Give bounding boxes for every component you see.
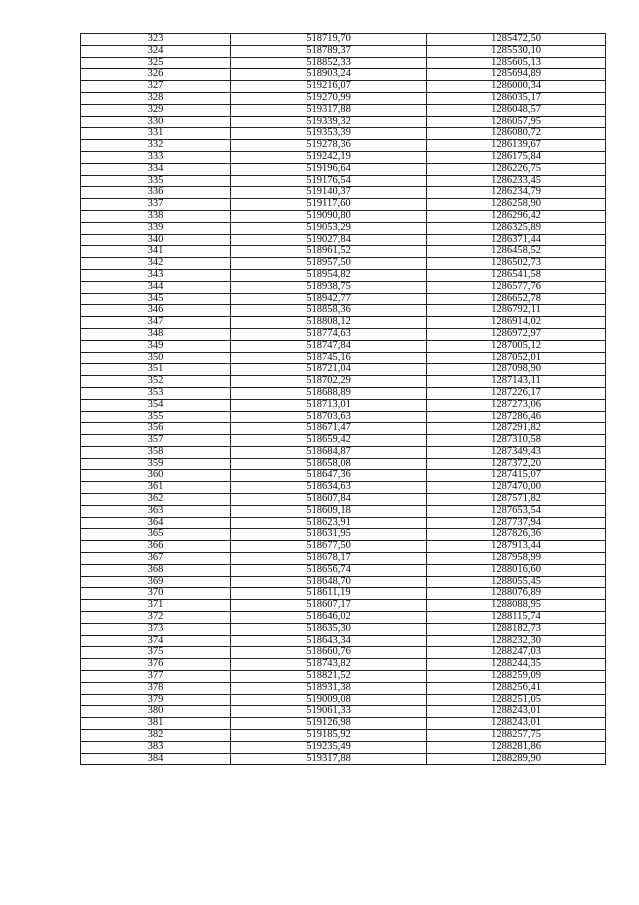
x-coordinate-cell: 518643,34 bbox=[231, 635, 427, 647]
table-row bbox=[81, 352, 606, 364]
table-row bbox=[81, 600, 606, 612]
point-number-cell: 340 bbox=[81, 234, 231, 246]
table-row bbox=[81, 69, 606, 81]
y-coordinate-cell: 1286972,97 bbox=[427, 328, 606, 340]
table-row bbox=[81, 682, 606, 694]
y-coordinate-cell: 1287653,54 bbox=[427, 505, 606, 517]
table-row bbox=[81, 718, 606, 730]
x-coordinate-cell: 518903,24 bbox=[231, 69, 427, 81]
table-row bbox=[81, 529, 606, 541]
point-number-cell: 351 bbox=[81, 364, 231, 376]
x-coordinate-cell: 519126,98 bbox=[231, 718, 427, 730]
table-row bbox=[81, 730, 606, 742]
x-coordinate-cell: 519216,07 bbox=[231, 81, 427, 93]
table-row bbox=[81, 81, 606, 93]
point-number-cell: 350 bbox=[81, 352, 231, 364]
table-row bbox=[81, 494, 606, 506]
table-row bbox=[81, 116, 606, 128]
point-number-cell: 363 bbox=[81, 505, 231, 517]
table-row bbox=[81, 293, 606, 305]
point-number-cell: 345 bbox=[81, 293, 231, 305]
point-number-cell: 356 bbox=[81, 423, 231, 435]
table-row bbox=[81, 163, 606, 175]
y-coordinate-cell: 1287143,11 bbox=[427, 376, 606, 388]
x-coordinate-cell: 518660,76 bbox=[231, 647, 427, 659]
y-coordinate-cell: 1288232,30 bbox=[427, 635, 606, 647]
y-coordinate-cell: 1287826,36 bbox=[427, 529, 606, 541]
table-row bbox=[81, 246, 606, 258]
table-row bbox=[81, 623, 606, 635]
y-coordinate-cell: 1286914,02 bbox=[427, 317, 606, 329]
table-row bbox=[81, 340, 606, 352]
table-row bbox=[81, 470, 606, 482]
x-coordinate-cell: 518961,52 bbox=[231, 246, 427, 258]
y-coordinate-cell: 1287470,00 bbox=[427, 482, 606, 494]
y-coordinate-cell: 1287226,17 bbox=[427, 387, 606, 399]
y-coordinate-cell: 1288243,01 bbox=[427, 706, 606, 718]
point-number-cell: 379 bbox=[81, 694, 231, 706]
y-coordinate-cell: 1288055,45 bbox=[427, 576, 606, 588]
x-coordinate-cell: 518635,30 bbox=[231, 623, 427, 635]
table-row bbox=[81, 234, 606, 246]
table-row bbox=[81, 423, 606, 435]
table-row bbox=[81, 612, 606, 624]
x-coordinate-cell: 518942,77 bbox=[231, 293, 427, 305]
y-coordinate-cell: 1287415,07 bbox=[427, 470, 606, 482]
x-coordinate-cell: 519027,84 bbox=[231, 234, 427, 246]
point-number-cell: 355 bbox=[81, 411, 231, 423]
y-coordinate-cell: 1286000,34 bbox=[427, 81, 606, 93]
y-coordinate-cell: 1287005,12 bbox=[427, 340, 606, 352]
point-number-cell: 378 bbox=[81, 682, 231, 694]
table-row bbox=[81, 517, 606, 529]
table-row bbox=[81, 222, 606, 234]
x-coordinate-cell: 518648,70 bbox=[231, 576, 427, 588]
table-row bbox=[81, 281, 606, 293]
y-coordinate-cell: 1288115,74 bbox=[427, 612, 606, 624]
y-coordinate-cell: 1288016,60 bbox=[427, 564, 606, 576]
x-coordinate-cell: 518808,12 bbox=[231, 317, 427, 329]
table-row bbox=[81, 741, 606, 753]
point-number-cell: 370 bbox=[81, 588, 231, 600]
y-coordinate-cell: 1286048,57 bbox=[427, 104, 606, 116]
y-coordinate-cell: 1286233,45 bbox=[427, 175, 606, 187]
x-coordinate-cell: 518703,63 bbox=[231, 411, 427, 423]
x-coordinate-cell: 518931,38 bbox=[231, 682, 427, 694]
table-row bbox=[81, 694, 606, 706]
table-row bbox=[81, 564, 606, 576]
table-row bbox=[81, 128, 606, 140]
point-number-cell: 382 bbox=[81, 730, 231, 742]
x-coordinate-cell: 519242,19 bbox=[231, 151, 427, 163]
table-row bbox=[81, 34, 606, 46]
point-number-cell: 372 bbox=[81, 612, 231, 624]
y-coordinate-cell: 1286577,76 bbox=[427, 281, 606, 293]
point-number-cell: 326 bbox=[81, 69, 231, 81]
y-coordinate-cell: 1288247,03 bbox=[427, 647, 606, 659]
point-number-cell: 342 bbox=[81, 258, 231, 270]
y-coordinate-cell: 1287737,94 bbox=[427, 517, 606, 529]
point-number-cell: 369 bbox=[81, 576, 231, 588]
point-number-cell: 330 bbox=[81, 116, 231, 128]
y-coordinate-cell: 1287273,06 bbox=[427, 399, 606, 411]
point-number-cell: 323 bbox=[81, 34, 231, 46]
point-number-cell: 341 bbox=[81, 246, 231, 258]
y-coordinate-cell: 1285530,10 bbox=[427, 45, 606, 57]
point-number-cell: 375 bbox=[81, 647, 231, 659]
x-coordinate-cell: 518678,17 bbox=[231, 553, 427, 565]
y-coordinate-cell: 1286080,72 bbox=[427, 128, 606, 140]
point-number-cell: 353 bbox=[81, 387, 231, 399]
point-number-cell: 384 bbox=[81, 753, 231, 765]
point-number-cell: 366 bbox=[81, 541, 231, 553]
x-coordinate-cell: 518607,84 bbox=[231, 494, 427, 506]
table-row bbox=[81, 45, 606, 57]
table-row bbox=[81, 647, 606, 659]
table-row bbox=[81, 399, 606, 411]
x-coordinate-cell: 519176,54 bbox=[231, 175, 427, 187]
point-number-cell: 331 bbox=[81, 128, 231, 140]
x-coordinate-cell: 518688,89 bbox=[231, 387, 427, 399]
point-number-cell: 344 bbox=[81, 281, 231, 293]
table-row bbox=[81, 57, 606, 69]
point-number-cell: 376 bbox=[81, 659, 231, 671]
y-coordinate-cell: 1287310,58 bbox=[427, 435, 606, 447]
table-row bbox=[81, 588, 606, 600]
y-coordinate-cell: 1286139,67 bbox=[427, 140, 606, 152]
y-coordinate-cell: 1286296,42 bbox=[427, 210, 606, 222]
y-coordinate-cell: 1286258,90 bbox=[427, 199, 606, 211]
table-row bbox=[81, 151, 606, 163]
x-coordinate-cell: 518821,52 bbox=[231, 671, 427, 683]
point-number-cell: 373 bbox=[81, 623, 231, 635]
x-coordinate-cell: 518745,16 bbox=[231, 352, 427, 364]
x-coordinate-cell: 519353,39 bbox=[231, 128, 427, 140]
x-coordinate-cell: 518852,33 bbox=[231, 57, 427, 69]
x-coordinate-cell: 518677,50 bbox=[231, 541, 427, 553]
point-number-cell: 332 bbox=[81, 140, 231, 152]
table-row bbox=[81, 541, 606, 553]
x-coordinate-cell: 518938,75 bbox=[231, 281, 427, 293]
x-coordinate-cell: 519117,60 bbox=[231, 199, 427, 211]
point-number-cell: 348 bbox=[81, 328, 231, 340]
point-number-cell: 371 bbox=[81, 600, 231, 612]
x-coordinate-cell: 518659,42 bbox=[231, 435, 427, 447]
point-number-cell: 357 bbox=[81, 435, 231, 447]
table-row bbox=[81, 458, 606, 470]
point-number-cell: 349 bbox=[81, 340, 231, 352]
table-row bbox=[81, 446, 606, 458]
y-coordinate-cell: 1288251,05 bbox=[427, 694, 606, 706]
coordinates-table bbox=[80, 33, 606, 765]
y-coordinate-cell: 1286458,52 bbox=[427, 246, 606, 258]
x-coordinate-cell: 519009,08 bbox=[231, 694, 427, 706]
table-row bbox=[81, 210, 606, 222]
table-row bbox=[81, 140, 606, 152]
point-number-cell: 329 bbox=[81, 104, 231, 116]
table-row bbox=[81, 753, 606, 765]
y-coordinate-cell: 1288259,09 bbox=[427, 671, 606, 683]
y-coordinate-cell: 1286057,95 bbox=[427, 116, 606, 128]
x-coordinate-cell: 518658,08 bbox=[231, 458, 427, 470]
x-coordinate-cell: 518656,74 bbox=[231, 564, 427, 576]
x-coordinate-cell: 518713,01 bbox=[231, 399, 427, 411]
y-coordinate-cell: 1285472,50 bbox=[427, 34, 606, 46]
table-row bbox=[81, 635, 606, 647]
point-number-cell: 374 bbox=[81, 635, 231, 647]
y-coordinate-cell: 1285694,89 bbox=[427, 69, 606, 81]
point-number-cell: 381 bbox=[81, 718, 231, 730]
coordinates-table-body bbox=[81, 34, 606, 765]
table-row bbox=[81, 317, 606, 329]
y-coordinate-cell: 1288244,35 bbox=[427, 659, 606, 671]
table-row bbox=[81, 104, 606, 116]
x-coordinate-cell: 518858,36 bbox=[231, 305, 427, 317]
y-coordinate-cell: 1286325,89 bbox=[427, 222, 606, 234]
table-row bbox=[81, 387, 606, 399]
x-coordinate-cell: 519196,64 bbox=[231, 163, 427, 175]
x-coordinate-cell: 519235,49 bbox=[231, 741, 427, 753]
x-coordinate-cell: 518634,63 bbox=[231, 482, 427, 494]
point-number-cell: 327 bbox=[81, 81, 231, 93]
y-coordinate-cell: 1286652,78 bbox=[427, 293, 606, 305]
x-coordinate-cell: 519317,88 bbox=[231, 104, 427, 116]
y-coordinate-cell: 1286175,84 bbox=[427, 151, 606, 163]
point-number-cell: 324 bbox=[81, 45, 231, 57]
point-number-cell: 365 bbox=[81, 529, 231, 541]
y-coordinate-cell: 1286371,44 bbox=[427, 234, 606, 246]
y-coordinate-cell: 1288281,86 bbox=[427, 741, 606, 753]
point-number-cell: 347 bbox=[81, 317, 231, 329]
y-coordinate-cell: 1288289,90 bbox=[427, 753, 606, 765]
y-coordinate-cell: 1286035,17 bbox=[427, 92, 606, 104]
x-coordinate-cell: 518647,36 bbox=[231, 470, 427, 482]
point-number-cell: 360 bbox=[81, 470, 231, 482]
point-number-cell: 328 bbox=[81, 92, 231, 104]
y-coordinate-cell: 1287052,01 bbox=[427, 352, 606, 364]
point-number-cell: 336 bbox=[81, 187, 231, 199]
x-coordinate-cell: 519053,29 bbox=[231, 222, 427, 234]
point-number-cell: 364 bbox=[81, 517, 231, 529]
point-number-cell: 352 bbox=[81, 376, 231, 388]
y-coordinate-cell: 1287349,43 bbox=[427, 446, 606, 458]
x-coordinate-cell: 518774,63 bbox=[231, 328, 427, 340]
point-number-cell: 334 bbox=[81, 163, 231, 175]
point-number-cell: 338 bbox=[81, 210, 231, 222]
table-row bbox=[81, 505, 606, 517]
x-coordinate-cell: 519090,80 bbox=[231, 210, 427, 222]
point-number-cell: 337 bbox=[81, 199, 231, 211]
point-number-cell: 368 bbox=[81, 564, 231, 576]
y-coordinate-cell: 1288243,01 bbox=[427, 718, 606, 730]
x-coordinate-cell: 518631,95 bbox=[231, 529, 427, 541]
point-number-cell: 333 bbox=[81, 151, 231, 163]
point-number-cell: 361 bbox=[81, 482, 231, 494]
x-coordinate-cell: 518607,17 bbox=[231, 600, 427, 612]
y-coordinate-cell: 1287571,82 bbox=[427, 494, 606, 506]
x-coordinate-cell: 519140,37 bbox=[231, 187, 427, 199]
table-row bbox=[81, 553, 606, 565]
table-row bbox=[81, 435, 606, 447]
y-coordinate-cell: 1288088,95 bbox=[427, 600, 606, 612]
x-coordinate-cell: 519061,33 bbox=[231, 706, 427, 718]
y-coordinate-cell: 1286234,79 bbox=[427, 187, 606, 199]
table-row bbox=[81, 706, 606, 718]
table-row bbox=[81, 659, 606, 671]
x-coordinate-cell: 518957,50 bbox=[231, 258, 427, 270]
y-coordinate-cell: 1287958,99 bbox=[427, 553, 606, 565]
table-row bbox=[81, 328, 606, 340]
table-row bbox=[81, 92, 606, 104]
table-row bbox=[81, 364, 606, 376]
y-coordinate-cell: 1286792,11 bbox=[427, 305, 606, 317]
table-row bbox=[81, 411, 606, 423]
y-coordinate-cell: 1286226,75 bbox=[427, 163, 606, 175]
point-number-cell: 377 bbox=[81, 671, 231, 683]
table-row bbox=[81, 376, 606, 388]
y-coordinate-cell: 1286502,73 bbox=[427, 258, 606, 270]
point-number-cell: 362 bbox=[81, 494, 231, 506]
y-coordinate-cell: 1287913,44 bbox=[427, 541, 606, 553]
x-coordinate-cell: 518609,18 bbox=[231, 505, 427, 517]
x-coordinate-cell: 518611,19 bbox=[231, 588, 427, 600]
table-row bbox=[81, 187, 606, 199]
x-coordinate-cell: 518719,70 bbox=[231, 34, 427, 46]
point-number-cell: 346 bbox=[81, 305, 231, 317]
x-coordinate-cell: 519185,92 bbox=[231, 730, 427, 742]
point-number-cell: 335 bbox=[81, 175, 231, 187]
table-row bbox=[81, 305, 606, 317]
x-coordinate-cell: 518646,02 bbox=[231, 612, 427, 624]
x-coordinate-cell: 518721,04 bbox=[231, 364, 427, 376]
table-row bbox=[81, 671, 606, 683]
x-coordinate-cell: 518623,91 bbox=[231, 517, 427, 529]
y-coordinate-cell: 1286541,58 bbox=[427, 269, 606, 281]
point-number-cell: 325 bbox=[81, 57, 231, 69]
y-coordinate-cell: 1287286,46 bbox=[427, 411, 606, 423]
y-coordinate-cell: 1288076,89 bbox=[427, 588, 606, 600]
x-coordinate-cell: 518671,47 bbox=[231, 423, 427, 435]
point-number-cell: 383 bbox=[81, 741, 231, 753]
x-coordinate-cell: 518702,29 bbox=[231, 376, 427, 388]
x-coordinate-cell: 518954,82 bbox=[231, 269, 427, 281]
x-coordinate-cell: 519278,36 bbox=[231, 140, 427, 152]
point-number-cell: 358 bbox=[81, 446, 231, 458]
table-row bbox=[81, 576, 606, 588]
y-coordinate-cell: 1288182,73 bbox=[427, 623, 606, 635]
x-coordinate-cell: 518747,84 bbox=[231, 340, 427, 352]
table-row bbox=[81, 175, 606, 187]
y-coordinate-cell: 1288257,75 bbox=[427, 730, 606, 742]
y-coordinate-cell: 1285605,13 bbox=[427, 57, 606, 69]
table-row bbox=[81, 258, 606, 270]
point-number-cell: 343 bbox=[81, 269, 231, 281]
point-number-cell: 380 bbox=[81, 706, 231, 718]
table-row bbox=[81, 482, 606, 494]
y-coordinate-cell: 1287372,20 bbox=[427, 458, 606, 470]
point-number-cell: 339 bbox=[81, 222, 231, 234]
table-row bbox=[81, 199, 606, 211]
x-coordinate-cell: 519339,32 bbox=[231, 116, 427, 128]
y-coordinate-cell: 1288256,41 bbox=[427, 682, 606, 694]
x-coordinate-cell: 518684,87 bbox=[231, 446, 427, 458]
x-coordinate-cell: 518789,37 bbox=[231, 45, 427, 57]
table-row bbox=[81, 269, 606, 281]
y-coordinate-cell: 1287098,90 bbox=[427, 364, 606, 376]
x-coordinate-cell: 519317,88 bbox=[231, 753, 427, 765]
x-coordinate-cell: 518743,82 bbox=[231, 659, 427, 671]
point-number-cell: 359 bbox=[81, 458, 231, 470]
point-number-cell: 367 bbox=[81, 553, 231, 565]
point-number-cell: 354 bbox=[81, 399, 231, 411]
x-coordinate-cell: 519270,99 bbox=[231, 92, 427, 104]
y-coordinate-cell: 1287291,82 bbox=[427, 423, 606, 435]
